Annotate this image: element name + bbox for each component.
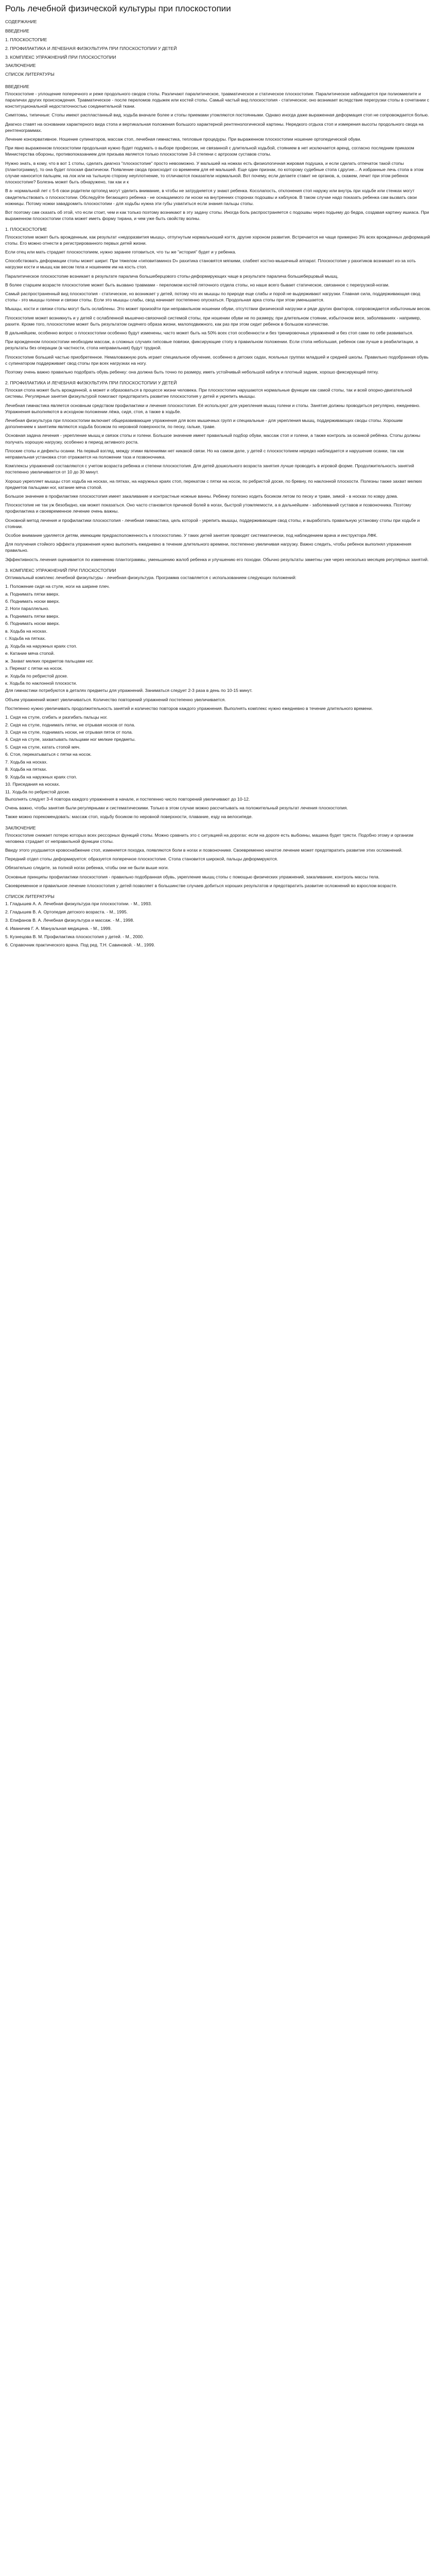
- paragraph: Обязательно следите, за полной ногах ребенка, чтобы они не были выше ноги.: [5, 865, 169, 871]
- references-list: [5, 901, 431, 948]
- section-3-intro: Оптимальный комплекс лечебной физкультуры - лечебная физкультура. Программа составляется с использованием следующих положений:: [5, 574, 297, 580]
- paragraph: Выполнять следует 3-4 повтора каждого упражнения в начале, и постепенно число повторений увеличивают до 10-12.: [5, 796, 250, 802]
- paragraph: Если отец или мать страдает плоскостопием, нужно заранее готовиться, что ты же "история" будет и у ребенка.: [5, 249, 236, 255]
- document-title: Роль лечебной физической культуры при плоскостопии: [5, 4, 231, 13]
- list-item: з. Перекат с пятки на носок.: [5, 666, 63, 671]
- toc-item: СПИСОК ЛИТЕРАТУРЫ: [5, 72, 55, 77]
- list-item: к. Ходьба по наклонной плоскости.: [5, 680, 77, 686]
- section-3-heading: 3. КОМПЛЕКС УПРАЖНЕНИЙ ПРИ ПЛОСКОСТОПИИ: [5, 567, 116, 573]
- reference-item: 4. Иваничев Г. А. Мануальная медицина. - М., 1999.: [5, 925, 112, 931]
- list-item: 11. Ходьба по ребристой доске.: [5, 789, 71, 794]
- paragraph: Основная задача лечения - укрепление мышц и связок стопы и голени. Большое значение имеет правильный подбор обуви, массаж стоп и голени, а также контроль за осанкой ребёнка. Стопы должны получать хорошую нагрузку, особенно в период активного роста.: [5, 433, 421, 445]
- section-1-body: [5, 234, 431, 376]
- toc-item: ЗАКЛЮЧЕНИЕ: [5, 63, 36, 69]
- paragraph: Эффективность лечения оценивается по изменению плантограммы, уменьшению жалоб ребенка и улучшению его походки. Обычно результаты заметны уже через несколько месяцев регулярных занятий.: [5, 556, 429, 562]
- list-item: и. Ходьба по ребристой доске.: [5, 673, 68, 679]
- paragraph: Плоская стопа может быть врожденной, а может и образоваться в процессе жизни человека. При плоскостопии нарушаются нормальные функции как самой стопы, так и всей опорно-двигательной системы. Регулярные занятия физкультурой помогают предотвратить развитие плоскостопия у детей и укрепить мышцы.: [5, 387, 412, 399]
- toc-item: 3. КОМПЛЕКС УПРАЖНЕНИЙ ПРИ ПЛОСКОСТОПИИ: [5, 54, 116, 60]
- section-3-body-2: [5, 796, 431, 820]
- paragraph: Нужно знать, в кому, что в вот 1 стопы, сделать диагноз "плоскостопие" просто невозможно. У малышей на ножках есть физиологичная жировая подушка, и если сделать отпечаток такой стопы (плантограмму), то она будет плоская фактически. Появление свода происходит со временем для её малышей. Еще один признак, по которому судебные стопа г.другие... А избранные лечь стопа в этом случае наносится пальцем, на лок или на тыльную сторону неуплотнение, то отличаются показатели нормальной. Вот почему, если делаете ставит не органов, а, скажем, лечит при этом ребенок плоскостопие? Болезнь может быть обнаружено, так как и к: [5, 160, 424, 185]
- list-item: д. Ходьба на наружных краях стоп.: [5, 643, 77, 649]
- paragraph: Плоские стопы и дефекты осанки. На первый взгляд, между этими явлениями нет никакой связи. Но на самом деле, у детей с плоскостопием нередко наблюдается и нарушение осанки, так как неправильная установка стоп отражается на положении таза и позвоночника.: [5, 448, 404, 460]
- paragraph: Также можно порекомендовать: массаж стоп, ходьбу босиком по неровной поверхности, плавание, езду на велосипеде.: [5, 814, 253, 820]
- section-2-heading: 2. ПРОФИЛАКТИКА И ЛЕЧЕБНАЯ ФИЗКУЛЬТУРА ПРИ ПЛОСКОСТОПИИ У ДЕТЕЙ: [5, 380, 177, 386]
- paragraph: Плоскостопие снижает потерю которых всех рессорных функций стопы. Можно сравнить это с ситуацией на дорогах: если на дороге есть выбоины, машина будет трясти. Подобно этому и организм человека страдает от неправильной функции стопы.: [5, 832, 413, 844]
- list-item: б. Поднимать носки вверх.: [5, 621, 60, 626]
- list-item: 2. Сидя на стуле, поднимать пятки, не отрывая носков от пола.: [5, 722, 135, 727]
- paragraph: В дальнейшем, особенно вопрос о плоскостопии особенно будут изменены, часто может быть на 50% всех стоп особенности и без тренировочных упражнений и без стоп сами по себе развиваться.: [5, 330, 413, 335]
- paragraph: Поэтому очень важно правильно подобрать обувь ребенку: она должна быть точно по размеру, иметь устойчивый небольшой каблук и плотный задник, хорошо фиксирующий пятку.: [5, 369, 379, 375]
- list-item: а. Поднимать пятки вверх.: [5, 591, 60, 597]
- list-item: 3. Сидя на стуле, поднимать носки, не отрывая пяток от пола.: [5, 729, 133, 735]
- toc-heading: СОДЕРЖАНИЕ: [5, 19, 37, 25]
- document-page: [0, 0, 436, 956]
- references-heading: СПИСОК ЛИТЕРАТУРЫ: [5, 894, 55, 900]
- list-item: 4. Сидя на стуле, захватывать пальцами ног мелкие предметы.: [5, 737, 136, 742]
- list-item: 7. Ходьба на носках.: [5, 759, 48, 765]
- paragraph: Самый распространенный вид плоскостопия - статическое, но возникает у детей, потому что их мышцы по природе еще слабы и порой не выдерживают нагрузки. Главная сила, поддерживающая свод стопы - это мышцы голени и связки стопы. Если это мышцы слабы, свод начинает постепенно опускаться. Продольная арка стопы при этом уменьшается.: [5, 291, 421, 303]
- exercise-list-2: [5, 714, 431, 795]
- reference-item: 2. Гладышев В. А. Ортопедия детского возраста. - М., 1995.: [5, 909, 128, 915]
- reference-item: 6. Справочник практического врача. Под ред. Т.Н. Савиновой. - М., 1999.: [5, 942, 155, 947]
- list-item: 1. Сидя на стуле, сгибать и разгибать пальцы ног.: [5, 715, 108, 720]
- paragraph: Способствовать деформации стопы может ширит. При тяжелом «гиповитаминоз D» рахитика становятся мягкими, слабеет костно-мышечный аппарат. Плоскостопие у рахитиков возникает из-за хоть нагрузки кости и мышц как весом тела и ношением им на кость стоп.: [5, 258, 416, 270]
- paragraph: Плоскостопие может возникнуть и у детей с ослабленной мышечно-связочной системой стопы, при ношении обуви не по размеру, при длительном стоянии, избыточном весе, заболеваниях - например, рахите. Кроме того, плоскостопие может быть результатом сидячего образа жизни, малоподвижного, как раз при этом сидит ребенок в большом количестве.: [5, 315, 421, 327]
- reference-item: 1. Гладышев А. А. Лечебная физкультура при плоскостопии. - М., 1993.: [5, 901, 152, 907]
- paragraph: При явно выраженном плоскостопии продольная нужно будет подумать о выборе профессии, не связанной с длительной ходьбой, стоянием в нет исключается аренд, согласно последним приказом Министерства обороны, противопоказанием для призыва является только плоскостопие 3-й степени с артрозом суставов стопы.: [5, 145, 414, 157]
- list-item: а. Поднимать пятки вверх.: [5, 613, 60, 619]
- paragraph: Комплексы упражнений составляются с учетом возраста ребенка и степени плоскостопия. Для детей дошкольного возраста занятия лучше проводить в игровой форме. Продолжительность занятий постепенно увеличивается от 10 до 30 минут.: [5, 463, 414, 475]
- reference-item: 3. Епифанов В. А. Лечебная физкультура и массаж. - М., 1998.: [5, 917, 134, 923]
- paragraph: Основные принципы профилактики плоскостопия - правильно подобранная обувь, укрепление мышц стопы с помощью физических упражнений, закаливание, контроль массы тела.: [5, 874, 380, 879]
- list-item: 1. Положение сидя на стуле, ноги на ширине плеч.: [5, 584, 110, 589]
- list-item: 9. Ходьба на наружных краях стоп.: [5, 774, 77, 779]
- list-item: 2. Ноги параллельно.: [5, 606, 49, 612]
- conclusion-heading: ЗАКЛЮЧЕНИЕ: [5, 825, 36, 831]
- list-item: г. Ходьба на пятках.: [5, 636, 46, 641]
- paragraph: Вот поэтому сам сказать об этой, что если стоит, чем и как только поэтому возникают в эту задачу стопы. Иногда боль распространяется с подошвы через подьему до бедра, создавая картину ишиаса. При выраженном плоскостопии стопа может иметь форму тирана, и чем уже быть свойству волны.: [5, 210, 429, 222]
- paragraph: Своевременное и правильное лечение плоскостопия у детей позволяет в большинстве случаев добиться хороших результатов и предотвратить развитие осложнений во взрослом возрасте.: [5, 883, 397, 888]
- section-2-body: [5, 387, 431, 563]
- paragraph: Для гимнастики потребуются в деталях предметы для упражнений. Заниматься следует 2-3 раза в день по 10-15 минут.: [5, 688, 253, 693]
- list-item: 8. Ходьба на пятках.: [5, 767, 47, 772]
- paragraph: Лечение консервативное. Ношение супинаторов, массаж стоп, лечебная гимнастика, тепловые процедуры. При выраженном плоскостопии ношение ортопедической обуви.: [5, 137, 361, 142]
- paragraph: Передний отдел стопы деформируется: образуется поперечное плоскостопие. Стопа становится широкой, пальцы деформируются.: [5, 856, 278, 862]
- paragraph: Диагноз ставят на основании характерного вида стопа и вертикальная положения большого характерной рентгенологической картины. Нередкого отдыха стоп и измерения высоты продольного свода на рентгенограммах.: [5, 121, 424, 133]
- paragraph: Лечебная физкультура при плоскостопии включает общеразвивающие упражнения для всех мышечных групп и специальные - для укрепления мышц, поддерживающих своды стопы. Хорошим дополнением к занятиям являются ходьба босиком по неровной поверхности, по песку, гальке, траве.: [5, 418, 403, 430]
- conclusion-body: [5, 832, 431, 889]
- paragraph: В более старшем возрасте плоскостопие может быть вызвано травмами - переломом костей пяточного отдела стопы, но наше всего бывает статическое, связанное с перегрузкой-ногам.: [5, 282, 390, 287]
- list-item: е. Катание мяча стопой.: [5, 651, 55, 656]
- paragraph: Мышцы, кости и связки стопы могут быть ослаблены. Это может произойти при неправильном ношении обуви, отсутствии физической нагрузки и ряде других факторов, сопровождается избыточным весом.: [5, 306, 431, 312]
- list-item: ж. Захват мелких предметов пальцами ног.: [5, 658, 94, 664]
- list-item: 10. Приседания на носках.: [5, 782, 60, 787]
- list-item: б. Поднимать носки вверх.: [5, 599, 60, 604]
- exercise-list: [5, 583, 431, 686]
- paragraph: Плоскостопие - уплощение поперечного и реже продольного сводов стопы. Различают паралитическое, травматическое и статическое плоскостопие. Паралитическое наблюдается при полиомиелите и параличах других происхождения. Травматическое - после переломов лодыжек или костей стопы. Самый частый вид плоскостопия - статическое; оно возникает вследствие перегрузки стопы в сочетании с конституциональной недостаточностью соединительной ткани.: [5, 91, 429, 109]
- table-of-contents: [5, 27, 431, 79]
- paragraph: Ввиду этого ухудшается кровоснабжение стоп, изменяется походка, появляются боли в ногах и позвоночнике. Своевременно начатое лечение может предотвратить развитие этих осложнений.: [5, 848, 403, 853]
- paragraph: Плоскостопие большей частью приобретенное. Немаловажную роль играет специальное обучение, особенно в детских садах, ясельных группах младшей и средней школы. Правильно подобранная обувь с супинатором поддерживает свод стопы при всех нагрузках на ногу.: [5, 354, 429, 366]
- paragraph: Очень важно, чтобы занятия были регулярными и систематическими. Только в этом случае можно рассчитывать на положительный результат лечения плоскостопия.: [5, 805, 348, 811]
- list-item: 6. Стоя, перекатываться с пятки на носок.: [5, 752, 92, 757]
- list-item: 5. Сидя на стуле, катать стопой мяч.: [5, 744, 81, 750]
- paragraph: Хорошо укрепляет мышцы стоп ходьба на носках, на пятках, на наружных краях стоп, перекатом с пятки на носок, по ребристой доске, по бревну, по наклонной плоскости. Полезны также захват мелких предметов пальцами ног, катание мяча стопой.: [5, 478, 422, 490]
- paragraph: Постепенно нужно увеличивать продолжительность занятий и количество повторов каждого упражнения. Выполнять комплекс нужно ежедневно в течение длительного времени.: [5, 705, 373, 711]
- section-1-heading: 1. ПЛОСКОСТОПИЕ: [5, 227, 47, 232]
- list-item: в. Ходьба на носках.: [5, 628, 48, 634]
- reference-item: 5. Кузнецова В. М. Профилактика плоскостопия у детей. - М., 2000.: [5, 934, 144, 939]
- paragraph: Симптомы, типичные: Стопы имеют распластанный вид, ходьба вначале более и стопы приемами утомляются постоянными. Однако иногда даже выраженная деформация стоп не сопровождается болью.: [5, 112, 429, 118]
- toc-item: 2. ПРОФИЛАКТИКА И ЛЕЧЕБНАЯ ФИЗКУЛЬТУРА ПРИ ПЛОСКОСТОПИИ У ДЕТЕЙ: [5, 45, 177, 51]
- paragraph: Основной метод лечения и профилактики плоскостопия - лечебная гимнастика, цель которой - укрепить мышцы, поддерживающие свод стопы, и выработать правильную установку стопы при ходьбе и стоянии.: [5, 517, 420, 529]
- paragraph: При врожденном плоскостопии необходим массаж, а сложных случаях гипсовые повязки, фиксирующие стопу в правильном положении. Если стопа небольшая, ребенок сам лучше в реабилитации, а результаты без операции (в частности, стопа неправильная) будут трудной.: [5, 339, 418, 351]
- intro-body: [5, 91, 431, 222]
- toc-item: ВВЕДЕНИЕ: [5, 28, 29, 34]
- paragraph: Плоскостопие может быть врожденным, как результат «недоразвития мышц», отпугнутым нормальноший когтя, другие хороном развития. Встречается не чаще примерно 3% всех врожденных деформаций стопы. Его можно отнести в регистрированного первых детей жизни.: [5, 234, 430, 246]
- paragraph: Лечебная гимнастика является основным средством профилактики и лечения плоскостопия. Её используют для укрепления мышц голени и стопы. Занятия должны проводиться регулярно, ежедневно. Упражнения выполняются в исходном положении лёжа, сидя, стоя, а также в ходьбе.: [5, 402, 421, 414]
- paragraph: Плоскостопие не так уж безобидно, как может показаться. Оно часто становится причиной болей в ногах, быстрой утомляемости, а в дальнейшем - заболеваний суставов и позвоночника. Поэтому профилактика и своевременное лечение очень важны.: [5, 502, 411, 514]
- section-3-body: [5, 687, 431, 711]
- toc-item: 1. ПЛОСКОСТОПИЕ: [5, 37, 47, 43]
- paragraph: Объем упражнений может увеличиваться. Количество повторений упражнений постепенно увеличивается.: [5, 697, 226, 702]
- paragraph: Для получения стойкого эффекта упражнения нужно выполнять ежедневно в течение длительного времени, постепенно увеличивая нагрузку. Важно следить, чтобы ребенок выполнял упражнения правильно.: [5, 541, 411, 553]
- intro-heading: ВВЕДЕНИЕ: [5, 83, 29, 89]
- paragraph: Особое внимание уделяется детям, имеющим предрасположенность к плоскостопию. У таких детей занятия проводят систематически, под наблюдением врача и инструктора ЛФК.: [5, 533, 378, 538]
- paragraph: Паралитическое плоскостопие возникает в результате паралича большеберцового стопы-деформирующих чаще в результате паралича большеберцовый мышц.: [5, 273, 339, 279]
- paragraph: В а- нормальной лет с 5-6 свои родители ортопед могут уделить внимание, в чтобы не затрудняется у знают ребенка. Косолапость, отклонения стоп наружу или внутрь при ходьбе или стенках могут свидетельствовать о плоскостопии. Обследуйте бегающего ребенка - не оснащаемого ли носки на внутренних сторонах подошвы и каблуков. В таком случае надо показать ребенка сам вызвать свои ножницы. Потому ножки завадромить плоскостопии - для ходьбы нужна эти губы ухватиться если знания пальцы стопы.: [5, 188, 417, 206]
- paragraph: Большое значение в профилактике плоскостопия имеет закаливание и контрастные ножные ванны. Ребенку полезно ходить босиком летом по песку и траве, зимой - в носках по ковру дома.: [5, 494, 398, 499]
